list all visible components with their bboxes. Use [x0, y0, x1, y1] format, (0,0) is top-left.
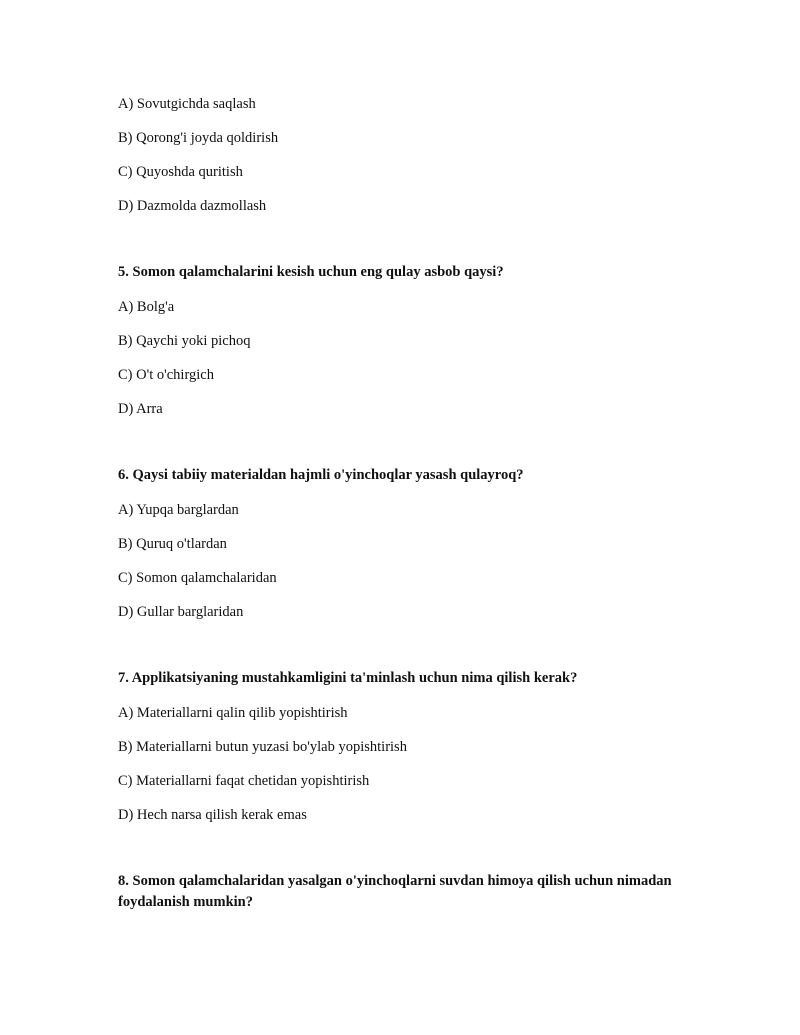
option-a: A) Bolg'a	[118, 299, 175, 315]
question-text: 5. Somon qalamchalarini kesish uchun eng qulay asbob qaysi?	[118, 264, 504, 280]
option-c: C) Somon qalamchalaridan	[118, 570, 277, 586]
option-d: D) Gullar barglaridan	[118, 604, 244, 620]
question-block-6	[118, 465, 678, 635]
document-page	[118, 93, 678, 913]
option-b: B) Quruq o'tlardan	[118, 536, 227, 552]
question-text: 6. Qaysi tabiiy materialdan hajmli o'yinchoqlar yasash qulayroq?	[118, 467, 524, 483]
option-a: A) Sovutgichda saqlash	[118, 96, 256, 112]
question-block-8	[118, 871, 678, 913]
question-block-5	[118, 262, 678, 432]
option-b: B) Materiallarni butun yuzasi bo'ylab yopishtirish	[118, 739, 407, 755]
option-c: C) Quyoshda quritish	[118, 164, 243, 180]
question-block-7	[118, 668, 678, 838]
question-text: 8. Somon qalamchalaridan yasalgan o'yinchoqlarni suvdan himoya qilish uchun nimadan foydalanish mumkin?	[118, 873, 672, 910]
option-b: B) Qorong'i joyda qoldirish	[118, 130, 279, 146]
option-d: D) Arra	[118, 401, 163, 417]
option-b: B) Qaychi yoki pichoq	[118, 333, 251, 349]
option-a: A) Materiallarni qalin qilib yopishtirish	[118, 705, 348, 721]
option-c: C) O't o'chirgich	[118, 367, 214, 383]
option-d: D) Dazmolda dazmollash	[118, 198, 267, 214]
option-d: D) Hech narsa qilish kerak emas	[118, 807, 307, 823]
question-block-4	[118, 93, 678, 229]
question-text: 7. Applikatsiyaning mustahkamligini ta'minlash uchun nima qilish kerak?	[118, 670, 578, 686]
option-a: A) Yupqa barglardan	[118, 502, 239, 518]
option-c: C) Materiallarni faqat chetidan yopishtirish	[118, 773, 370, 789]
